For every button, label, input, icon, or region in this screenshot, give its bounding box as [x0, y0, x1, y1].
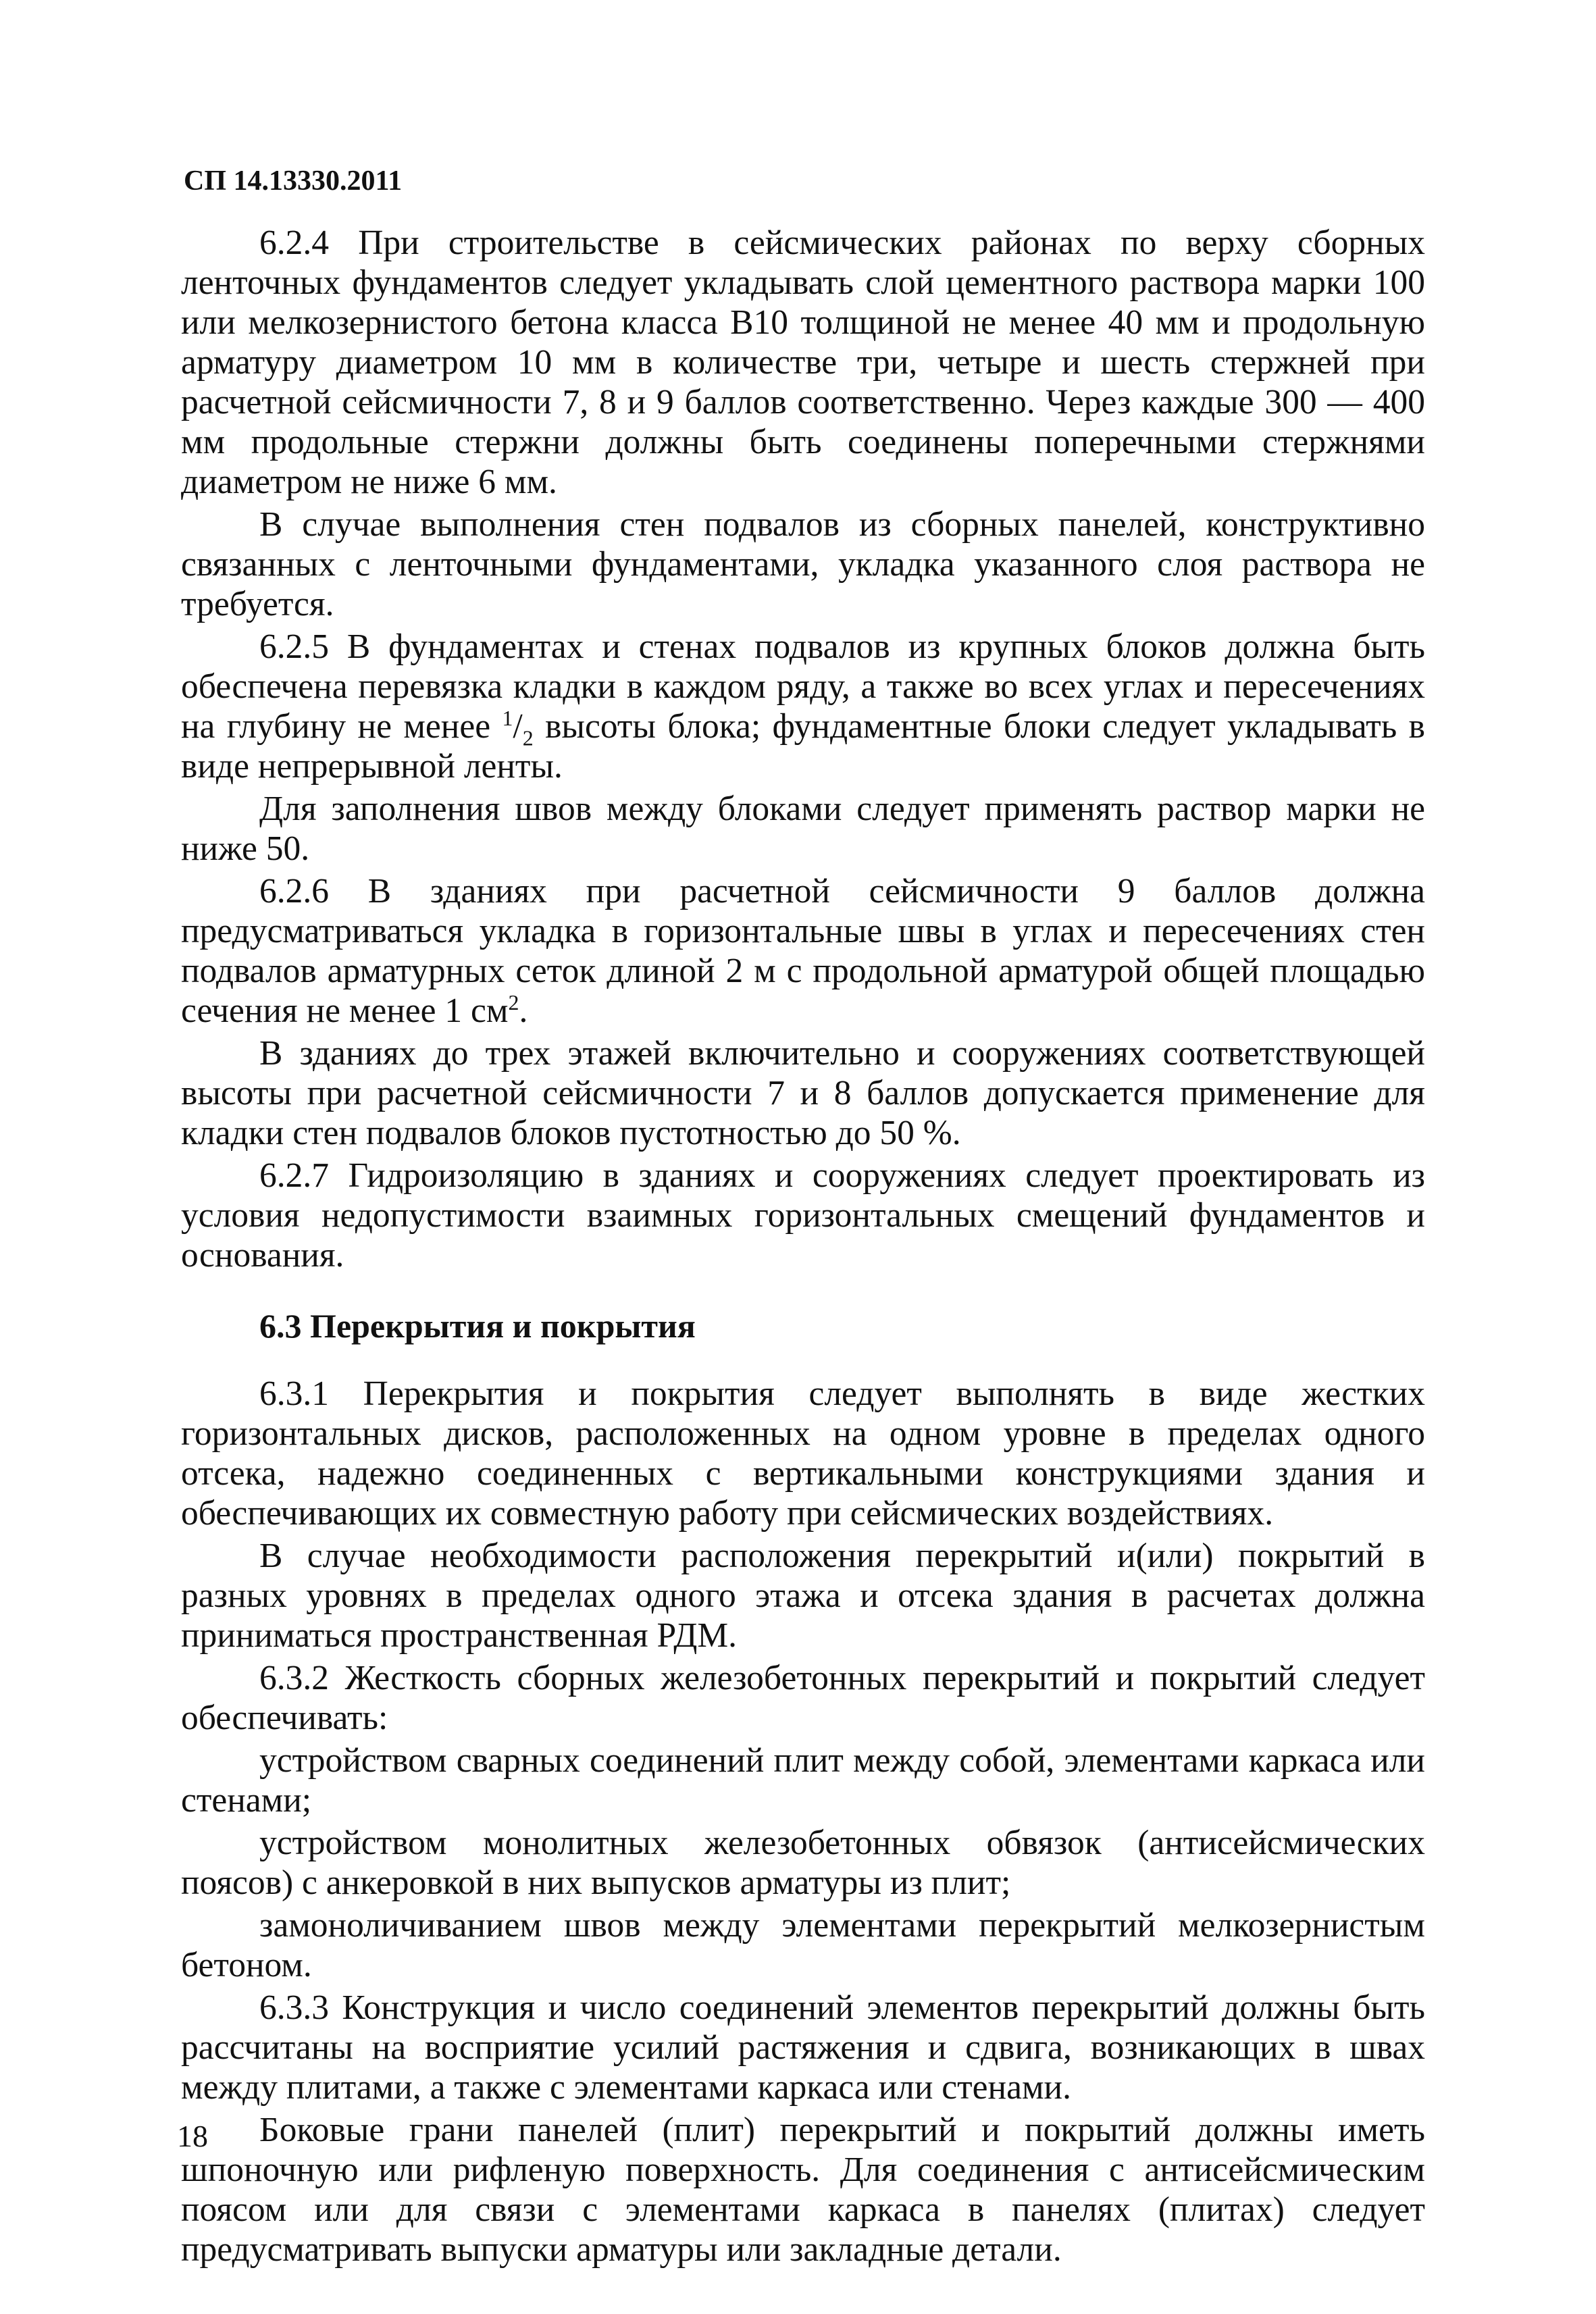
paragraph-6-2-7: 6.2.7 Гидроизоляцию в зданиях и сооружениях следует проектировать из условия недопустимости взаимных горизонтальных смещений фундаментов и основания. — [181, 1156, 1425, 1275]
paragraph-6-3-1: 6.3.1 Перекрытия и покрытия следует выполнять в виде жестких горизонтальных дисков, расположенных на одном уровне в пределах одного отсека, надежно соединенных с вертикальными конструкциями здания и обеспечивающих их совместную работу при сейсмических воздействиях. — [181, 1374, 1425, 1533]
paragraph-6-2-5-text-start: 6.2.5 В фундаментах и стенах подвалов из крупных блоков должна быть обеспечена перевязка кладки в каждом ряду, а также во всех углах и пересечениях на глубину не менее — [181, 627, 1425, 746]
paragraph-different-levels: В случае необходимости расположения перекрытий и(или) покрытий в разных уровнях в пределах одного этажа и отсека здания в расчетах должна приниматься пространственная РДМ. — [181, 1537, 1425, 1655]
paragraph-basement-panels: В случае выполнения стен подвалов из сборных панелей, конструктивно связанных с ленточными фундаментами, укладка указанного слоя раствора не требуется. — [181, 505, 1425, 623]
paragraph-6-2-5-text-end: высоты блока; фундаментные блоки следует укладывать в виде непрерывной ленты. — [181, 707, 1425, 786]
section-heading-6-3: 6.3 Перекрытия и покрытия — [259, 1307, 696, 1345]
paragraph-panel-edges: Боковые грани панелей (плит) перекрытий и покрытий должны иметь шпоночную или рифленую поверхность. Для соединения с антисейсмическим поясом или для связи с элементами каркаса в панелях (плитах) следует предусматривать выпуски арматуры или закладные детали. — [181, 2111, 1425, 2269]
list-item-welded-joints: устройством сварных соединений плит между собой, элементами каркаса или стенами; — [181, 1741, 1425, 1820]
paragraph-6-2-6 — [181, 871, 1425, 1031]
paragraph-6-2-4: 6.2.4 При строительстве в сейсмических районах по верху сборных ленточных фундаментов следует укладывать слой цементного раствора марки 100 или мелкозернистого бетона класса В10 толщиной не менее 40 мм и продольную арматуру диаметром 10 мм в количестве три, четыре и шесть стержней при расчетной сейсмичности 7, 8 и 9 баллов соответственно. Через каждые 300 — 400 мм продольные стержни должны быть соединены поперечными стержнями диаметром не ниже 6 мм. — [181, 224, 1425, 501]
page-number: 18 — [177, 2119, 208, 2153]
fraction-numerator: 1 — [502, 706, 513, 730]
paragraph-6-2-5: 6.2.5 В фундаментах и стенах подвалов из крупных блоков должна быть обеспечена перевязка кладки в каждом ряду, а также во всех углах и пересечениях на глубину не менее $^1/_2$ высоты блока; фундаментные блоки следует укладывать в виде непрерывной ленты. — [181, 627, 1425, 786]
square-superscript: 2 — [508, 990, 519, 1014]
paragraph-6-3-2: 6.3.2 Жесткость сборных железобетонных перекрытий и покрытий следует обеспечивать: — [181, 1659, 1425, 1737]
paragraph-low-rise-buildings: В зданиях до трех этажей включительно и сооружениях соответствующей высоты при расчетной сейсмичности 7 и 8 баллов допускается применение для кладки стен подвалов блоков пустотностью до 50 %. — [181, 1034, 1425, 1152]
document-code-header: СП 14.13330.2011 — [184, 165, 403, 197]
paragraph-joint-mortar: Для заполнения швов между блоками следует применять раствор марки не ниже 50. — [181, 790, 1425, 868]
paragraph-6-2-6-period: . — [519, 992, 528, 1030]
list-item-grouting-joints: замоноличиванием швов между элементами перекрытий мелкозернистым бетоном. — [181, 1906, 1425, 1984]
paragraph-6-3-3: 6.3.3 Конструкция и число соединений элементов перекрытий должны быть рассчитаны на восприятие усилий растяжения и сдвига, возникающих в швах между плитами, а также с элементами каркаса или стенами. — [181, 1988, 1425, 2107]
paragraph-6-2-6-text: 6.2.6 В зданиях при расчетной сейсмичности 9 баллов должна предусматриваться укладка в горизонтальные швы в углах и пересечениях стен подвалов арматурных сеток длиной 2 м с продольной арматурой общей площадью сечения не менее 1 см — [181, 872, 1425, 1030]
document-body — [181, 223, 1425, 2272]
fraction-denominator: 2 — [522, 726, 534, 750]
list-item-monolithic-ties: устройством монолитных железобетонных обвязок (антисейсмических поясов) с анкеровкой в них выпусков арматуры из плит; — [181, 1824, 1425, 1902]
